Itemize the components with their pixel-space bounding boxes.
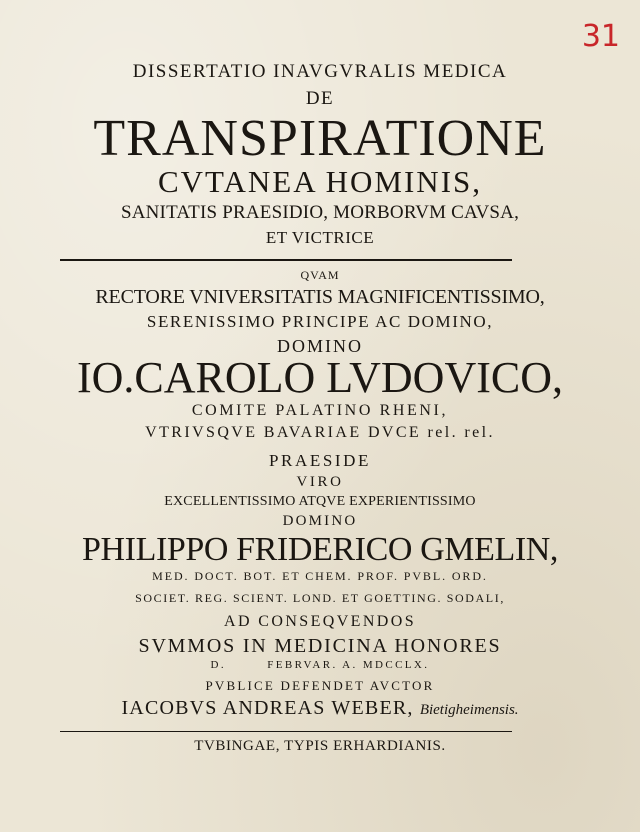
imprint: TVBINGAE, TYPIS ERHARDIANIS.	[194, 738, 446, 754]
societ-line: SOCIET. REG. SCIENT. LOND. ET GOETTING. SODALI,	[135, 591, 505, 605]
domino-line-1: DOMINO	[277, 336, 363, 356]
page-number: 31	[581, 19, 620, 54]
rector-line: RECTORE VNIVERSITATIS MAGNIFICENTISSIMO,	[95, 286, 545, 308]
med-doct-line: MED. DOCT. BOT. ET CHEM. PROF. PVBL. ORD.	[152, 569, 488, 583]
excellentissimo-line: EXCELLENTISSIMO ATQVE EXPERIENTISSIMO	[164, 494, 476, 509]
bottom-rule	[60, 731, 512, 732]
serenissimo-line: SERENISSIMO PRINCIPE AC DOMINO,	[146, 312, 494, 331]
comite-line: COMITE PALATINO RHENI,	[191, 402, 449, 419]
honores-line: SVMMOS IN MEDICINA HONORES	[138, 635, 502, 657]
praeside-label: PRAESIDE	[268, 451, 372, 470]
author-origin: Bietigheimensis.	[419, 702, 519, 718]
ad-consequendos-line: AD CONSEQVENDOS	[223, 613, 416, 630]
subtitle-victrice: ET VICTRICE	[265, 228, 375, 247]
title-de: DE	[305, 88, 335, 109]
subtitle-sanitatis: SANITATIS PRAESIDIO, MORBORVM CAVSA,	[120, 202, 520, 223]
top-rule	[60, 259, 512, 261]
date-line: D. FEBRVAR. A. MDCCLX.	[210, 659, 430, 671]
subtitle-cvtanea: CVTANEA HOMINIS,	[157, 164, 483, 199]
dissertation-heading: DISSERTATIO INAVGVRALIS MEDICA	[132, 61, 508, 82]
defendet-line: PVBLICE DEFENDET AVCTOR	[205, 678, 435, 693]
domino-line-2: DOMINO	[282, 513, 358, 529]
viro-label: VIRO	[296, 474, 344, 490]
author-line	[0, 698, 640, 718]
main-title: TRANSPIRATIONE	[93, 110, 547, 167]
bavariae-line: VTRIVSQVE BAVARIAE DVCE rel. rel.	[145, 424, 495, 441]
quam-label: QVAM	[300, 268, 340, 282]
rector-name: IO.CAROLO LVDOVICO,	[76, 353, 564, 402]
praeses-name: PHILIPPO FRIDERICO GMELIN,	[81, 531, 558, 568]
author-name: IACOBVS ANDREAS WEBER,	[121, 697, 414, 719]
